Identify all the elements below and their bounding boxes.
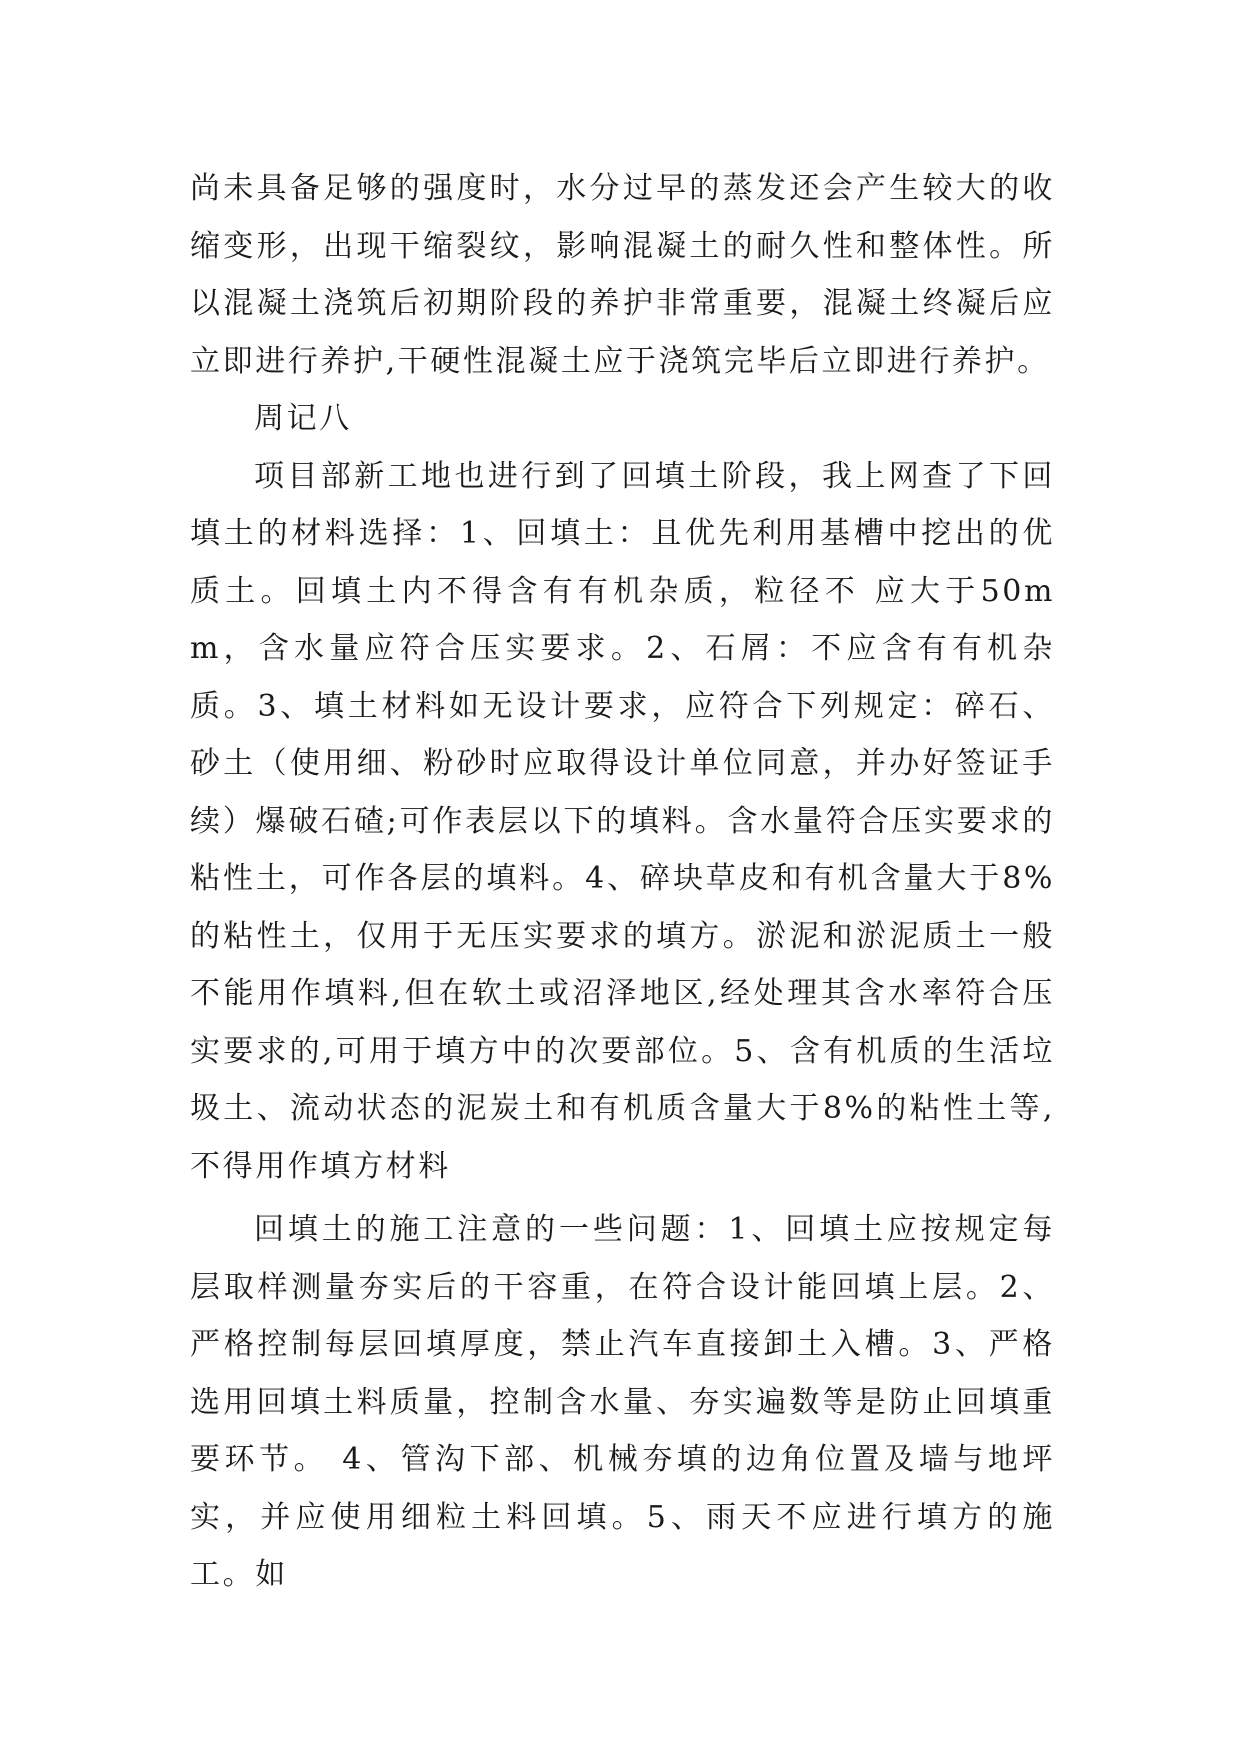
document-body (190, 160, 1055, 1604)
paragraph-backfill-construction: 回填土的施工注意的一些问题：1、回填土应按规定每层取样测量夯实后的干容重，在符合设计能回填上层。2、严格控制每层回填厚度，禁止汽车直接卸土入槽。3、严格选用回填土料质量，控制含水量、夯实遍数等是防止回填重要环节。 4、管沟下部、机械夯填的边角位置及墙与地坪实，并应使用细粒土料回填。5、雨天不应进行填方的施工。如 (190, 1212, 1055, 1592)
section-heading-week-eight: 周记八 (254, 401, 352, 436)
paragraph-backfill-materials: 项目部新工地也进行到了回填土阶段，我上网查了下回填土的材料选择：1、回填土：且优先利用基槽中挖出的优质土。回填土内不得含有有机杂质，粒径不 应大于50mm，含水量应符合压实要求。2、石屑：不应含有有机杂质。3、填土材料如无设计要求，应符合下列规定：碎石、砂土（使用细、粉砂时应取得设计单位同意，并办好签证手续）爆破石碴;可作表层以下的填料。含水量符合压实要求的粘性土，可作各层的填料。4、碎块草皮和有机含量大于8%的粘性土，仅用于无压实要求的填方。淤泥和淤泥质土一般不能用作填料,但在软土或沼泽地区,经处理其含水率符合压实要求的,可用于填方中的次要部位。5、含有机质的生活垃圾土、流动状态的泥炭土和有机质含量大于8%的粘性土等,不得用作填方材料 (190, 458, 1055, 1184)
paragraph-curing: 尚未具备足够的强度时，水分过早的蒸发还会产生较大的收缩变形，出现干缩裂纹，影响混凝土的耐久性和整体性。所以混凝土浇筑后初期阶段的养护非常重要，混凝土终凝后应立即进行养护,干硬性混凝土应于浇筑完毕后立即进行养护。 (190, 171, 1055, 379)
